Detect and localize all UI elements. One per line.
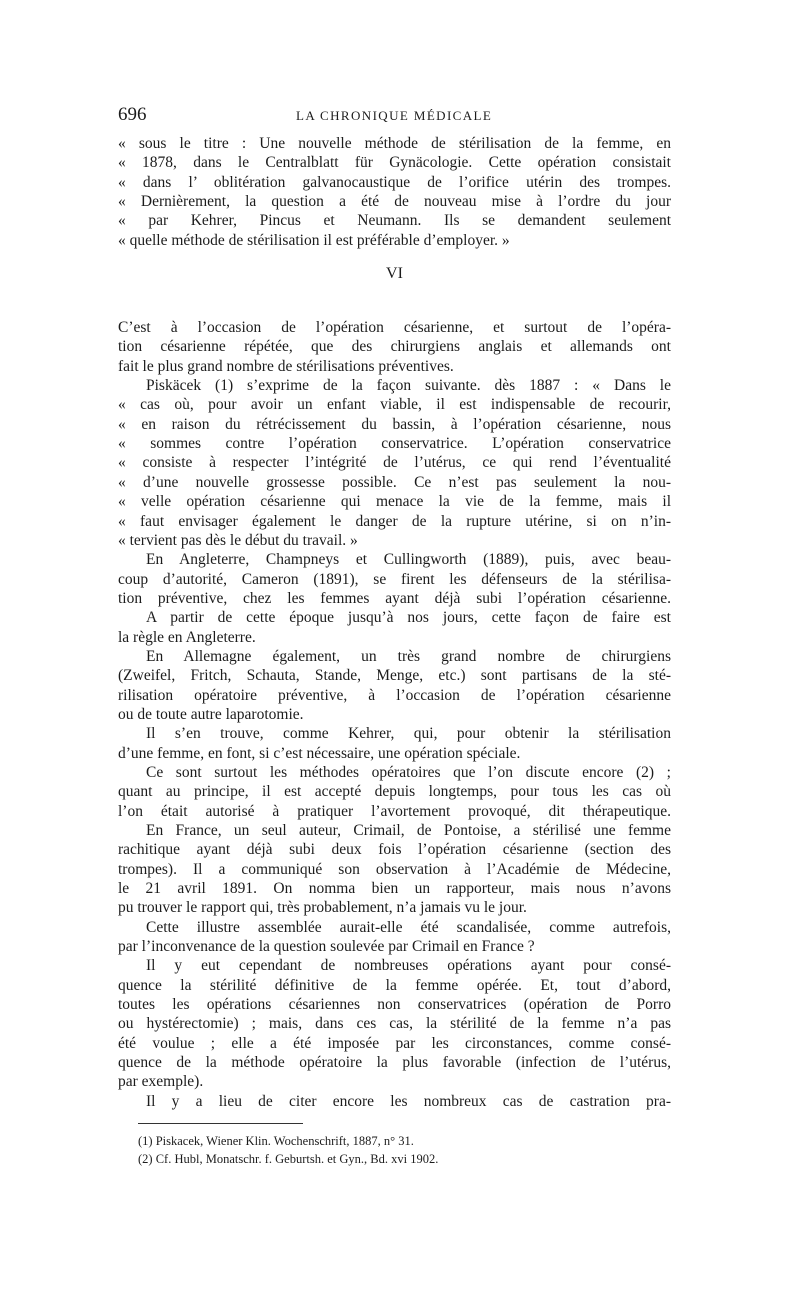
text-line: Piskäcek (1) s’exprime de la façon suivante. dès 1887 : « Dans le: [146, 377, 671, 395]
text-line: « velle opération césarienne qui menace la vie de la femme, mais il: [118, 493, 671, 511]
text-line: « faut envisager également le danger de la rupture utérine, si on n’in-: [118, 512, 671, 530]
text-line: Il y eut cependant de nombreuses opérations ayant pour consé-: [146, 957, 671, 975]
text-line: « sommes contre l’opération conservatrice. L’opération conservatrice: [118, 435, 671, 453]
text-line: A partir de cette époque jusqu’à nos jours, cette façon de faire est: [146, 609, 671, 627]
text-line: « Dernièrement, la question a été de nouveau mise à l’ordre du jour: [118, 193, 671, 211]
page: [118, 104, 671, 1168]
running-title: LA CHRONIQUE MÉDICALE: [296, 108, 493, 123]
text-line: (Zweifel, Fritch, Schauta, Stande, Menge, etc.) sont partisans de la sté-: [118, 667, 671, 685]
text-line: ou de toute autre laparotomie.: [118, 705, 304, 723]
text-line: En Allemagne également, un très grand nombre de chirurgiens: [146, 647, 671, 665]
text-line: quence la stérilité définitive de la femme opérée. Et, tout d’abord,: [118, 976, 671, 994]
footnotes: [118, 1132, 671, 1168]
text-line: C’est à l’occasion de l’opération césarienne, et surtout de l’opéra-: [118, 319, 671, 337]
text-line: quant au principe, il est accepté depuis longtemps, pour tous les cas où: [118, 783, 671, 801]
text-line: trompes). Il a communiqué son observation à l’Académie de Médecine,: [118, 860, 671, 878]
text-line: le 21 avril 1891. On nomma bien un rapporteur, mais nous n’avons: [118, 880, 671, 898]
body-text: [118, 318, 671, 1111]
text-line: tion césarienne répétée, que des chirurgiens anglais et allemands ont: [118, 338, 671, 356]
footnote: (2) Cf. Hubl, Monatschr. f. Geburtsh. et Gyn., Bd. xvi 1902.: [138, 1152, 439, 1167]
text-line: toutes les opérations césariennes non conservatrices (opération de Porro: [118, 996, 671, 1014]
text-line: coup d’autorité, Cameron (1891), se firent les défenseurs de la stérilisa-: [118, 570, 671, 588]
text-line: En Angleterre, Champneys et Cullingworth (1889), puis, avec beau-: [146, 551, 671, 569]
text-line: « tervient pas dès le début du travail. »: [118, 531, 358, 549]
text-line: pu trouver le rapport qui, très probablement, n’a jamais vu le jour.: [118, 899, 527, 917]
text-line: « 1878, dans le Centralblatt für Gynäcologie. Cette opération consistait: [118, 154, 671, 172]
text-line: « quelle méthode de stérilisation il est préférable d’employer. »: [118, 231, 510, 249]
text-line: « en raison du rétrécissement du bassin, à l’opération césarienne, nous: [118, 415, 671, 433]
section-heading: VI: [386, 265, 403, 283]
text-line: « consiste à respecter l’intégrité de l’utérus, ce qui rend l’éventualité: [118, 454, 671, 472]
text-line: rilisation opératoire préventive, à l’occasion de l’opération césarienne: [118, 686, 671, 704]
text-line: ou hystérectomie) ; mais, dans ces cas, la stérilité de la femme n’a pas: [118, 1015, 671, 1033]
footnote: (1) Piskacek, Wiener Klin. Wochenschrift, 1887, n° 31.: [138, 1134, 414, 1149]
text-line: « cas où, pour avoir un enfant viable, il est indispensable de recourir,: [118, 396, 671, 414]
text-line: par exemple).: [118, 1073, 204, 1091]
text-line: été voulue ; elle a été imposée par les circonstances, comme consé-: [118, 1034, 671, 1052]
text-line: quence de la méthode opératoire la plus favorable (infection de l’utérus,: [118, 1054, 671, 1072]
text-line: tion préventive, chez les femmes ayant déjà subi l’opération césarienne.: [118, 589, 671, 607]
page-number: 696: [118, 104, 147, 125]
text-line: « d’une nouvelle grossesse possible. Ce n’est pas seulement la nou-: [118, 473, 671, 491]
footnote-divider: [138, 1123, 303, 1124]
text-line: l’on était autorisé à pratiquer l’avortement provoqué, dit thérapeutique.: [118, 802, 671, 820]
text-line: « dans l’ oblitération galvanocaustique de l’orifice utérin des trompes.: [118, 173, 671, 191]
text-line: « par Kehrer, Pincus et Neumann. Ils se demandent seulement: [118, 212, 671, 230]
page-header: [118, 104, 671, 134]
text-line: d’une femme, en font, si c’est nécessaire, une opération spéciale.: [118, 744, 521, 762]
text-line: Cette illustre assemblée aurait-elle été scandalisée, comme autrefois,: [146, 918, 671, 936]
text-line: rachitique ayant déjà subi deux fois l’opération césarienne (section des: [118, 841, 671, 859]
text-line: Ce sont surtout les méthodes opératoires que l’on discute encore (2) ;: [146, 763, 671, 781]
text-line: fait le plus grand nombre de stérilisations préventives.: [118, 357, 454, 375]
text-line: En France, un seul auteur, Crimail, de Pontoise, a stérilisé une femme: [146, 822, 671, 839]
text-line: Il y a lieu de citer encore les nombreux cas de castration pra-: [146, 1092, 671, 1110]
text-line: « sous le titre : Une nouvelle méthode de stérilisation de la femme, en: [118, 135, 671, 152]
quoted-passage: [118, 134, 671, 250]
text-line: la règle en Angleterre.: [118, 628, 256, 646]
text-line: par l’inconvenance de la question soulevée par Crimail en France ?: [118, 938, 535, 956]
text-line: Il s’en trouve, comme Kehrer, qui, pour obtenir la stérilisation: [146, 725, 671, 743]
